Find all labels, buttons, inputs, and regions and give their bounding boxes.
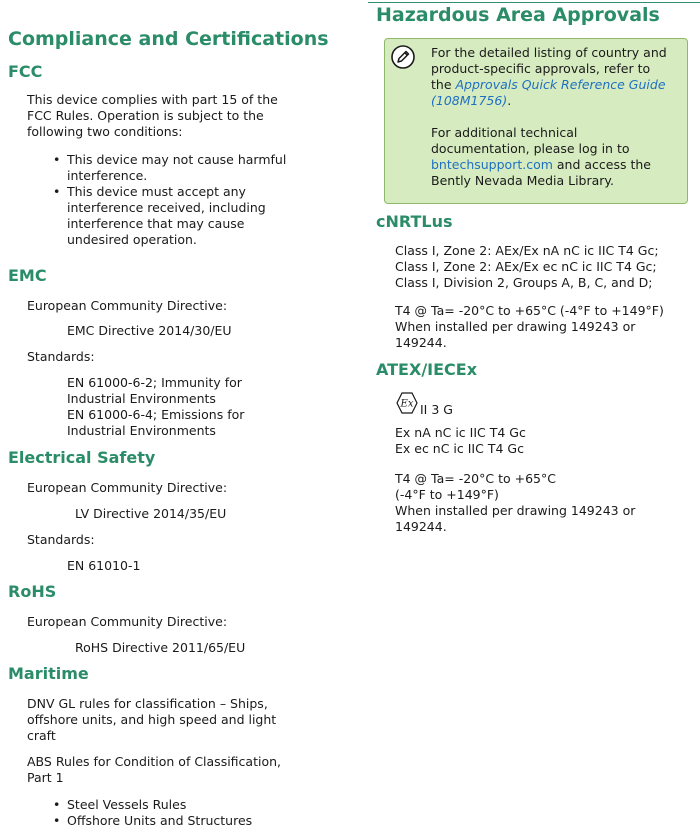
- atex-temperature: [395, 471, 695, 535]
- text-line: [431, 157, 683, 173]
- list-item: • Steel Vessels Rules: [51, 797, 351, 813]
- emc-directive: EMC Directive 2014/30/EU: [67, 323, 232, 338]
- text-line: • This device must accept any: [67, 184, 246, 199]
- list-item: [51, 184, 351, 248]
- text-line: documentation, please log in to: [431, 141, 630, 156]
- pencil-note-icon: [391, 45, 415, 69]
- heading-atex-iecex: ATEX/IECEx: [376, 360, 478, 379]
- ex-hexagon-icon: [396, 392, 418, 414]
- text-line: Part 1: [27, 770, 64, 785]
- text-line: FCC Rules. Operation is subject to the: [27, 108, 264, 123]
- text-line: (-4°F to +149°F): [395, 487, 499, 502]
- text-line: This device complies with part 15 of the: [27, 92, 278, 107]
- heading-fcc: FCC: [8, 62, 43, 81]
- list-item: • Offshore Units and Structures: [51, 813, 351, 829]
- spacer: [431, 109, 683, 125]
- note-text: [431, 45, 683, 189]
- text-line: Ex nA nC ic IIC T4 Gc: [395, 425, 526, 440]
- cnrtlus-classes: [395, 243, 695, 291]
- text-line: following two conditions:: [27, 124, 183, 139]
- text-line: EN 61000-6-4; Emissions for: [67, 407, 245, 422]
- rohs-directive: RoHS Directive 2011/65/EU: [75, 640, 246, 655]
- text-line: interference.: [67, 168, 148, 183]
- text-line: interference received, including: [67, 200, 266, 215]
- atex-group: II 3 G: [420, 402, 453, 417]
- text-line: Class I, Zone 2: AEx/Ex ec nC ic IIC T4 Gc;: [395, 259, 657, 274]
- text-fragment: the: [431, 77, 456, 92]
- text-line: EN 61000-6-2; Immunity for: [67, 375, 242, 390]
- text-fragment: .: [507, 93, 512, 108]
- emc-standards-label: Standards:: [27, 349, 95, 364]
- text-line: When installed per drawing 149243 or: [395, 319, 636, 334]
- text-line: When installed per drawing 149243 or: [395, 503, 636, 518]
- heading-electrical-safety: Electrical Safety: [8, 448, 156, 467]
- ex-symbol-text: Ex: [400, 398, 414, 410]
- info-note: [384, 38, 688, 204]
- fcc-conditions-list: [51, 152, 351, 248]
- text-line: T4 @ Ta= -20°C to +65°C (-4°F to +149°F): [395, 303, 664, 318]
- text-line: DNV GL rules for classification – Ships,: [27, 696, 268, 711]
- maritime-dnv: [27, 696, 347, 744]
- text-line: T4 @ Ta= -20°C to +65°C: [395, 471, 556, 486]
- electrical-standards-label: Standards:: [27, 532, 95, 547]
- text-line: Industrial Environments: [67, 391, 216, 406]
- text-line: Bently Nevada Media Library.: [431, 173, 615, 188]
- text-line: offshore units, and high speed and light: [27, 712, 277, 727]
- maritime-rules-list: [51, 797, 351, 829]
- approvals-guide-number-link[interactable]: (108M1756): [431, 93, 508, 108]
- text-line: interference that may cause: [67, 216, 245, 231]
- approvals-guide-link[interactable]: Approvals Quick Reference Guide: [455, 77, 666, 92]
- section-title-compliance: Compliance and Certifications: [8, 28, 329, 50]
- cnrtlus-temperature: [395, 303, 695, 351]
- maritime-abs: [27, 754, 347, 786]
- heading-rohs: RoHS: [8, 582, 57, 601]
- section-title-hazardous: Hazardous Area Approvals: [376, 4, 660, 26]
- text-fragment: and access the: [552, 157, 651, 172]
- heading-emc: EMC: [8, 266, 47, 285]
- text-line: craft: [27, 728, 56, 743]
- text-line: 149244.: [395, 519, 447, 534]
- text-line: 149244.: [395, 335, 447, 350]
- text-line: undesired operation.: [67, 232, 197, 247]
- list-item: [51, 152, 351, 184]
- electrical-directive-label: European Community Directive:: [27, 480, 228, 495]
- text-line: For additional technical: [431, 125, 578, 140]
- electrical-standard: EN 61010-1: [67, 558, 141, 573]
- text-line: [431, 77, 683, 93]
- text-line: ABS Rules for Condition of Classification,: [27, 754, 281, 769]
- heading-maritime: Maritime: [8, 664, 89, 683]
- text-line: Ex ec nC ic IIC T4 Gc: [395, 441, 524, 456]
- bntechsupport-link[interactable]: bntechsupport.com: [431, 157, 553, 172]
- text-line: Class I, Zone 2: AEx/Ex nA nC ic IIC T4 Gc;: [395, 243, 659, 258]
- text-line: For the detailed listing of country and: [431, 45, 667, 60]
- text-line: product-specific approvals, refer to: [431, 61, 651, 76]
- text-line: Class I, Division 2, Groups A, B, C, and D;: [395, 275, 653, 290]
- electrical-directive: LV Directive 2014/35/EU: [75, 506, 227, 521]
- rohs-directive-label: European Community Directive:: [27, 614, 228, 629]
- text-line: • This device may not cause harmful: [67, 152, 287, 167]
- text-line: [431, 93, 683, 109]
- emc-directive-label: European Community Directive:: [27, 298, 228, 313]
- emc-standards: [67, 375, 347, 439]
- text-line: Industrial Environments: [67, 423, 216, 438]
- atex-markings: [395, 425, 695, 457]
- fcc-intro: [27, 92, 347, 140]
- heading-cnrtlus: cNRTLus: [376, 212, 453, 231]
